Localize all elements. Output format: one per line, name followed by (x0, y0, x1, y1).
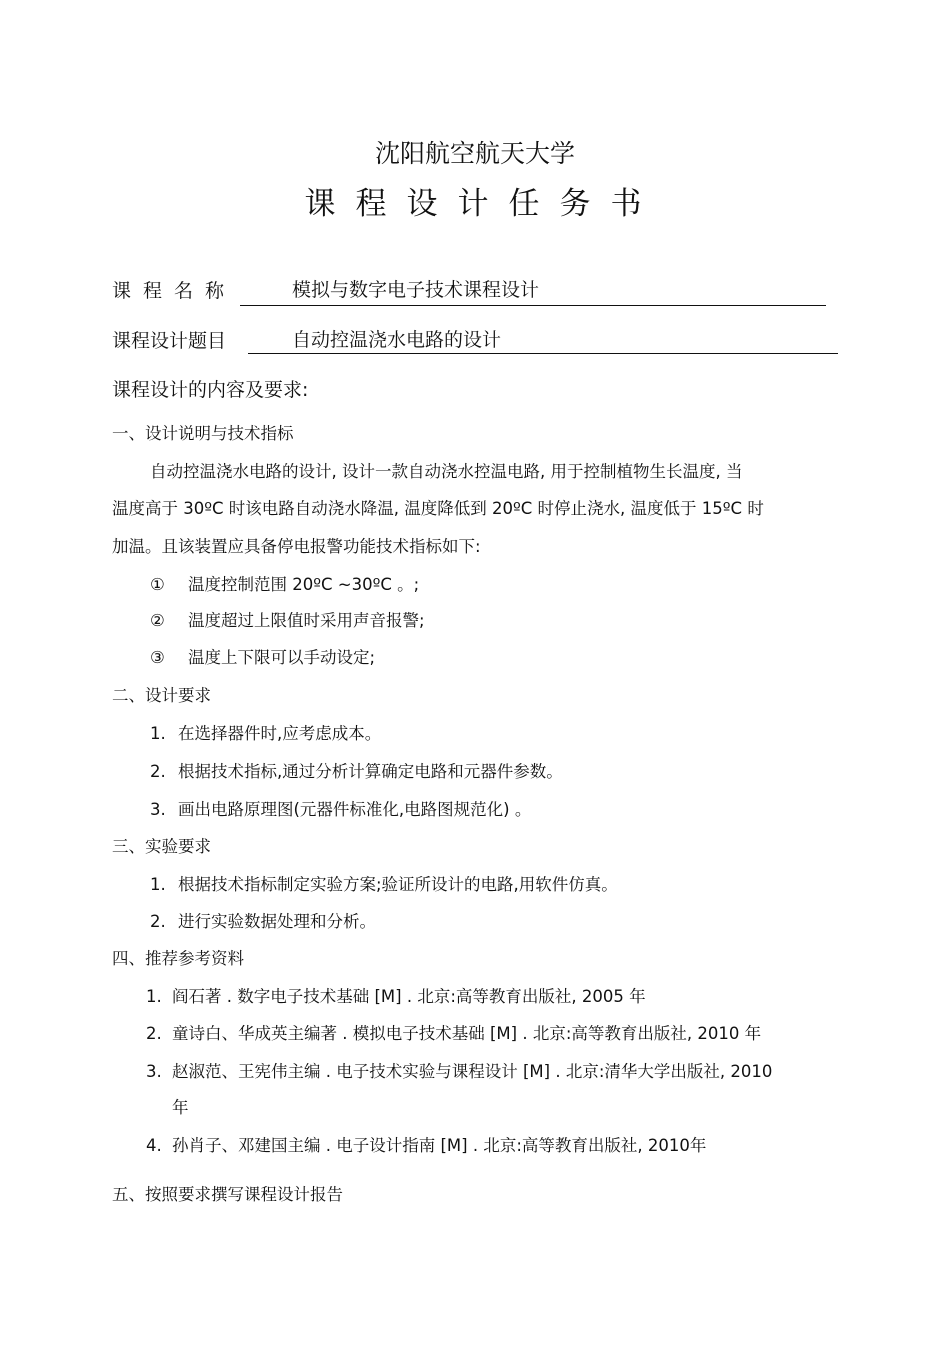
list-marker: 2. (150, 912, 166, 931)
list-item: 根据技术指标,通过分析计算确定电路和元器件参数。 (178, 762, 563, 781)
list-item: 根据技术指标制定实验方案;验证所设计的电路,用软件仿真。 (178, 875, 618, 894)
paragraph-line: 温度高于 30ºC 时该电路自动浇水降温, 温度降低到 20ºC 时停止浇水, 温度低于 15ºC 时 (112, 499, 764, 518)
requirements-heading: 课程设计的内容及要求: (112, 379, 309, 401)
list-item: 在选择器件时,应考虑成本。 (178, 724, 382, 743)
paragraph-line: 加温。且该装置应具备停电报警功能技术指标如下: (112, 537, 481, 556)
list-item: 温度控制范围 20ºC ~30ºC 。; (188, 575, 420, 594)
list-marker: ① (150, 575, 165, 594)
reference-continuation: 年 (172, 1098, 189, 1117)
list-marker: ② (150, 611, 165, 630)
university-name: 沈阳航空航天大学 (374, 139, 575, 168)
list-marker: 3. (146, 1062, 162, 1081)
list-marker: 2. (146, 1024, 162, 1043)
section-heading: 二、设计要求 (112, 686, 211, 705)
list-marker: 1. (150, 875, 166, 894)
section-heading: 三、实验要求 (112, 837, 211, 856)
reference-item: 童诗白、华成英主编著 . 模拟电子技术基础 [M] . 北京:高等教育出版社, 2010 年 (172, 1024, 762, 1043)
list-marker: 4. (146, 1136, 162, 1155)
list-item: 温度上下限可以手动设定; (188, 648, 376, 667)
list-marker: 1. (146, 987, 162, 1006)
reference-item: 赵淑范、王宪伟主编 . 电子技术实验与课程设计 [M] . 北京:清华大学出版社, 2010 (172, 1062, 773, 1081)
list-marker: 2. (150, 762, 166, 781)
section-heading: 四、推荐参考资料 (112, 949, 244, 968)
list-marker: 1. (150, 724, 166, 743)
course-name-value: 模拟与数字电子技术课程设计 (292, 279, 540, 301)
section-heading: 一、设计说明与技术指标 (112, 424, 294, 443)
reference-item: 阎石著 . 数字电子技术基础 [M] . 北京:高等教育出版社, 2005 年 (172, 987, 646, 1006)
list-marker: ③ (150, 648, 165, 667)
course-name-label: 课程名称 (112, 280, 237, 302)
reference-item: 孙肖子、邓建国主编 . 电子设计指南 [M] . 北京:高等教育出版社, 2010年 (172, 1136, 707, 1155)
list-marker: 3. (150, 800, 166, 819)
list-item: 画出电路原理图(元器件标准化,电路图规范化) 。 (178, 800, 532, 819)
section-heading: 五、按照要求撰写课程设计报告 (112, 1185, 343, 1204)
paragraph-line: 自动控温浇水电路的设计, 设计一款自动浇水控温电路, 用于控制植物生长温度, 当 (150, 462, 743, 481)
design-topic-value: 自动控温浇水电路的设计 (292, 329, 502, 351)
list-item: 进行实验数据处理和分析。 (178, 912, 376, 931)
design-topic-label: 课程设计题目 (112, 330, 227, 352)
document-title: 课程设计任务书 (304, 186, 662, 222)
list-item: 温度超过上限值时采用声音报警; (188, 611, 425, 630)
